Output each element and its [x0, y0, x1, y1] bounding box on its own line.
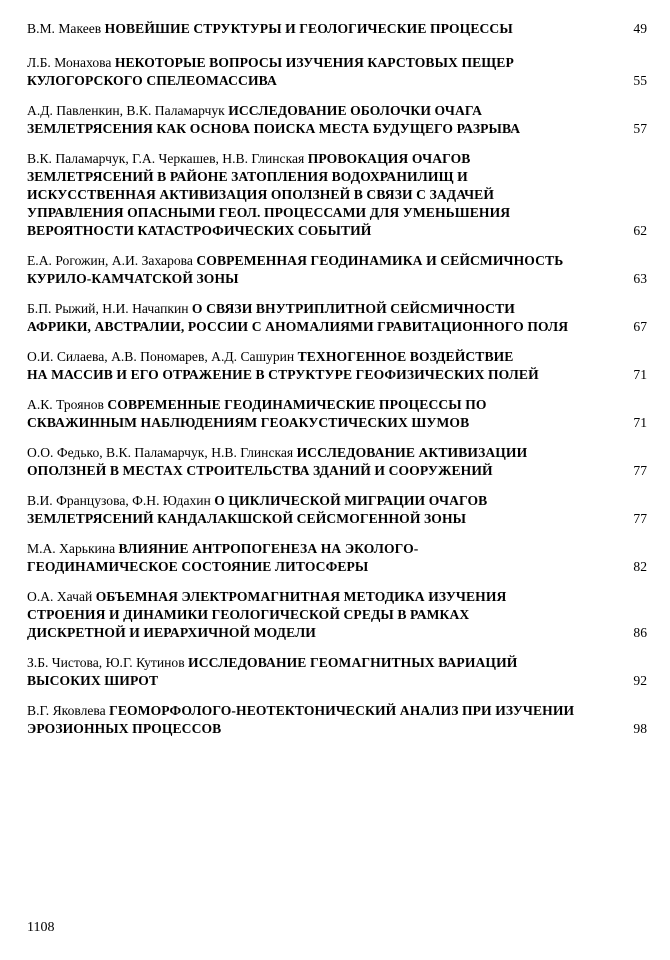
entry-title-continued: ЗЕМЛЕТРЯСЕНИЙ В РАЙОНЕ ЗАТОПЛЕНИЯ ВОДОХРАНИЛИЩ И: [27, 169, 468, 184]
entry-title: ИССЛЕДОВАНИЕ ГЕОМАГНИТНЫХ ВАРИАЦИЙ: [188, 655, 518, 670]
entry-authors: З.Б. Чистова, Ю.Г. Кутинов: [27, 655, 185, 670]
entry-title-continued: КУЛОГОРСКОГО СПЕЛЕОМАССИВА: [27, 73, 277, 88]
toc-entry: [27, 300, 647, 336]
entry-line: [27, 654, 607, 672]
entry-page-number: 67: [633, 319, 647, 334]
entry-line: [27, 492, 607, 510]
entry-title: ТЕХНОГЕННОЕ ВОЗДЕЙСТВИЕ: [297, 349, 514, 364]
entry-authors: В.К. Паламарчук, Г.А. Черкашев, Н.В. Глинская: [27, 151, 305, 166]
entry-line: [27, 444, 607, 462]
entry-authors: А.Д. Павленкин, В.К. Паламарчук: [27, 103, 225, 118]
entry-title-continued: ОПОЛЗНЕЙ В МЕСТАХ СТРОИТЕЛЬСТВА ЗДАНИЙ И СООРУЖЕНИЙ: [27, 463, 493, 478]
entry-title-continued: АФРИКИ, АВСТРАЛИИ, РОССИИ С АНОМАЛИЯМИ ГРАВИТАЦИОННОГО ПОЛЯ: [27, 319, 569, 334]
entry-title: НОВЕЙШИЕ СТРУКТУРЫ И ГЕОЛОГИЧЕСКИЕ ПРОЦЕССЫ: [104, 21, 513, 36]
entry-line: [27, 20, 607, 38]
toc-entry: [27, 654, 647, 690]
toc-entry: [27, 702, 647, 738]
toc-entry: [27, 348, 647, 384]
entry-title: СОВРЕМЕННЫЕ ГЕОДИНАМИЧЕСКИЕ ПРОЦЕССЫ ПО: [107, 397, 487, 412]
page-number-footer: 1108: [27, 920, 55, 935]
toc-entry: [27, 252, 647, 288]
entry-authors: М.А. Харькина: [27, 541, 116, 556]
entry-line: [27, 54, 607, 72]
entry-title-continued: СТРОЕНИЯ И ДИНАМИКИ ГЕОЛОГИЧЕСКОЙ СРЕДЫ В РАМКАХ: [27, 607, 470, 622]
entry-page-number: 62: [633, 223, 647, 238]
entry-title: ПРОВОКАЦИЯ ОЧАГОВ: [307, 151, 471, 166]
entry-authors: Е.А. Рогожин, А.И. Захарова: [27, 253, 193, 268]
entry-page-number: 55: [633, 73, 647, 88]
entry-title-continued: ВЕРОЯТНОСТИ КАТАСТРОФИЧЕСКИХ СОБЫТИЙ: [27, 223, 372, 238]
entry-line: [27, 102, 607, 120]
entry-authors: О.А. Хачай: [27, 589, 93, 604]
entry-title-continued: СКВАЖИННЫМ НАБЛЮДЕНИЯМ ГЕОАКУСТИЧЕСКИХ ШУМОВ: [27, 415, 470, 430]
toc-entry: [27, 150, 647, 240]
entry-title-continued: УПРАВЛЕНИЯ ОПАСНЫМИ ГЕОЛ. ПРОЦЕССАМИ ДЛЯ УМЕНЬШЕНИЯ: [27, 205, 511, 220]
entry-title-continued: ДИСКРЕТНОЙ И ИЕРАРХИЧНОЙ МОДЕЛИ: [27, 625, 316, 640]
entry-title: НЕКОТОРЫЕ ВОПРОСЫ ИЗУЧЕНИЯ КАРСТОВЫХ ПЕЩЕР: [114, 55, 514, 70]
entry-title: ИССЛЕДОВАНИЕ АКТИВИЗАЦИИ: [296, 445, 528, 460]
toc-entry: [27, 54, 647, 90]
entry-authors: Б.П. Рыжий, Н.И. Начапкин: [27, 301, 189, 316]
entry-title-continued: КУРИЛО-КАМЧАТСКОЙ ЗОНЫ: [27, 271, 239, 286]
entry-title: О ЦИКЛИЧЕСКОЙ МИГРАЦИИ ОЧАГОВ: [214, 493, 488, 508]
entry-line: [27, 396, 607, 414]
entry-title-continued: ВЫСОКИХ ШИРОТ: [27, 673, 159, 688]
toc-entry: [27, 102, 647, 138]
entry-title-continued: ЗЕМЛЕТРЯСЕНИЙ КАНДАЛАКШСКОЙ СЕЙСМОГЕННОЙ ЗОНЫ: [27, 511, 467, 526]
entry-page-number: 71: [633, 367, 647, 382]
entry-page-number: 77: [633, 463, 647, 478]
toc-entry: [27, 20, 647, 38]
entry-line: [27, 540, 607, 558]
entry-page-number: 49: [633, 21, 647, 36]
entry-line: [27, 252, 607, 270]
entry-title: ГЕОМОРФОЛОГО-НЕОТЕКТОНИЧЕСКИЙ АНАЛИЗ ПРИ ИЗУЧЕНИИ: [109, 703, 575, 718]
entry-page-number: 71: [633, 415, 647, 430]
entry-page-number: 98: [633, 721, 647, 736]
entry-title: СОВРЕМЕННАЯ ГЕОДИНАМИКА И СЕЙСМИЧНОСТЬ: [196, 253, 564, 268]
entry-title: О СВЯЗИ ВНУТРИПЛИТНОЙ СЕЙСМИЧНОСТИ: [191, 301, 515, 316]
toc-entry: [27, 444, 647, 480]
entry-page-number: 92: [633, 673, 647, 688]
entry-authors: В.М. Макеев: [27, 21, 102, 36]
entry-page-number: 86: [633, 625, 647, 640]
toc-entry: [27, 588, 647, 642]
toc-entry: [27, 396, 647, 432]
entry-title: ВЛИЯНИЕ АНТРОПОГЕНЕЗА НА ЭКОЛОГО-: [118, 541, 419, 556]
entry-line: [27, 348, 607, 366]
entry-authors: А.К. Троянов: [27, 397, 104, 412]
entry-title: ИССЛЕДОВАНИЕ ОБОЛОЧКИ ОЧАГА: [228, 103, 483, 118]
entry-page-number: 63: [633, 271, 647, 286]
entry-page-number: 57: [633, 121, 647, 136]
entry-title-continued: НА МАССИВ И ЕГО ОТРАЖЕНИЕ В СТРУКТУРЕ ГЕОФИЗИЧЕСКИХ ПОЛЕЙ: [27, 367, 539, 382]
entry-authors: В.И. Французова, Ф.Н. Юдахин: [27, 493, 211, 508]
entry-line: [27, 300, 607, 318]
entry-title-continued: ГЕОДИНАМИЧЕСКОЕ СОСТОЯНИЕ ЛИТОСФЕРЫ: [27, 559, 369, 574]
entry-title: ОБЪЕМНАЯ ЭЛЕКТРОМАГНИТНАЯ МЕТОДИКА ИЗУЧЕНИЯ: [95, 589, 507, 604]
entry-title-continued: ЗЕМЛЕТРЯСЕНИЯ КАК ОСНОВА ПОИСКА МЕСТА БУДУЩЕГО РАЗРЫВА: [27, 121, 521, 136]
entry-authors: Л.Б. Монахова: [27, 55, 112, 70]
entry-line: [27, 150, 607, 168]
entry-line: [27, 702, 607, 720]
table-of-contents: [27, 20, 647, 750]
entry-authors: О.И. Силаева, А.В. Пономарев, А.Д. Сашурин: [27, 349, 295, 364]
entry-line: [27, 588, 607, 606]
entry-title-continued: ЭРОЗИОННЫХ ПРОЦЕССОВ: [27, 721, 222, 736]
toc-entry: [27, 540, 647, 576]
toc-entry: [27, 492, 647, 528]
entry-page-number: 82: [633, 559, 647, 574]
entry-authors: В.Г. Яковлева: [27, 703, 106, 718]
entry-authors: О.О. Федько, В.К. Паламарчук, Н.В. Глинская: [27, 445, 294, 460]
entry-page-number: 77: [633, 511, 647, 526]
entry-title-continued: ИСКУССТВЕННАЯ АКТИВИЗАЦИЯ ОПОЛЗНЕЙ В СВЯЗИ С ЗАДАЧЕЙ: [27, 187, 495, 202]
